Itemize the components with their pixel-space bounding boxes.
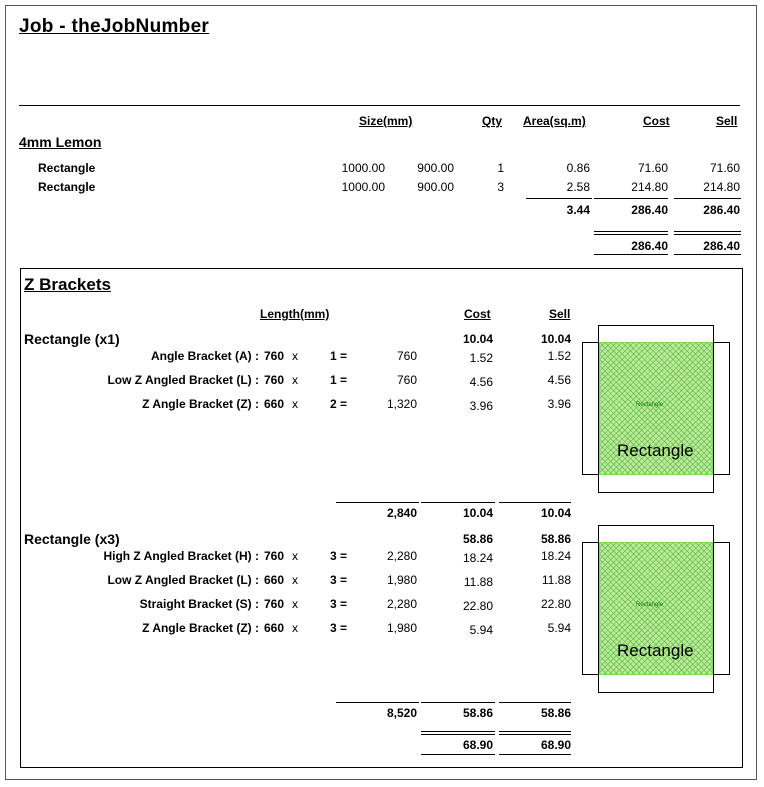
bracket-row-total: 760 [396, 373, 417, 387]
material-subtotal-sell: 286.40 [703, 203, 740, 217]
bracket-row-times: x [292, 349, 298, 363]
bracket-group-cost: 58.86 [462, 532, 493, 546]
bracket-total-rule [499, 734, 571, 735]
material-total-cost: 286.40 [631, 239, 668, 253]
bracket-row-times: x [292, 549, 298, 563]
bracket-row-count: 1 = [330, 349, 348, 363]
col-header-length: Length(mm) [260, 307, 330, 321]
bracket-row-count: 3 = [330, 549, 348, 563]
bracket-row-cost: 18.24 [462, 551, 493, 565]
material-row-cost: 71.60 [637, 161, 668, 175]
material-name: 4mm Lemon [19, 134, 102, 150]
bracket-group-name: Rectangle (x1) [24, 331, 120, 347]
subtotal-rule-cost [594, 198, 668, 199]
bracket-row-label: Straight Bracket (S) : [139, 597, 259, 611]
bracket-group-sell: 10.04 [540, 332, 571, 346]
bracket-row-cost: 1.52 [469, 351, 493, 365]
bracket-total-rule [421, 734, 495, 735]
material-row-area: 2.58 [566, 180, 590, 194]
bracket-subtotal-rule [336, 502, 419, 503]
bracket-subtotal-rule [421, 702, 495, 703]
bracket-row-total: 1,980 [386, 573, 417, 587]
bracket-row-length: 760 [264, 549, 285, 563]
material-row-height: 900.00 [417, 180, 454, 194]
z-brackets-title: Z Brackets [24, 275, 111, 294]
diagram-small-label: Rectangle [636, 602, 664, 608]
bracket-row-length: 660 [264, 397, 285, 411]
material-row-height: 900.00 [417, 161, 454, 175]
bracket-row-sell: 4.56 [547, 373, 571, 387]
bracket-subtotal-cost: 10.04 [462, 506, 493, 520]
bracket-row-times: x [292, 621, 298, 635]
total-underline-cost [594, 254, 668, 255]
col-header-qty: Qty [482, 114, 503, 128]
bracket-row-total: 2,280 [386, 549, 417, 563]
col-header-sell: Sell [716, 114, 738, 128]
bracket-subtotal-cost: 58.86 [462, 706, 493, 720]
job-title: Job - theJobNumber [19, 16, 210, 37]
material-row-width: 1000.00 [341, 180, 385, 194]
subtotal-rule-area [526, 198, 592, 199]
bracket-row-total: 1,320 [386, 397, 417, 411]
bracket-row-count: 1 = [330, 373, 348, 387]
diagram-small-label: Rectangle [636, 402, 664, 408]
report-page [5, 5, 757, 780]
bracket-row-sell: 22.80 [540, 597, 571, 611]
bracket-row-total: 2,280 [386, 597, 417, 611]
bracket-subtotal-sell: 58.86 [540, 706, 571, 720]
bracket-total-cost: 68.90 [462, 738, 493, 752]
bracket-row-length: 760 [264, 373, 285, 387]
bracket-subtotal-rule [499, 502, 571, 503]
material-subtotal-area: 3.44 [566, 203, 590, 217]
bracket-row-label: Z Angle Bracket (Z) : [142, 621, 259, 635]
bracket-row-cost: 22.80 [462, 599, 493, 613]
bracket-row-label: Z Angle Bracket (Z) : [142, 397, 259, 411]
bracket-group-cost: 10.04 [462, 332, 493, 346]
bracket-row-count: 2 = [330, 397, 348, 411]
bracket-row-sell: 11.88 [541, 573, 571, 587]
bracket-subtotal-sell: 10.04 [540, 506, 571, 520]
bracket-row-count: 3 = [330, 621, 348, 635]
bracket-row-count: 3 = [330, 573, 348, 587]
bracket-row-times: x [292, 573, 298, 587]
bracket-group-sell: 58.86 [540, 532, 571, 546]
col-header-bracket-cost: Cost [464, 307, 491, 321]
col-header-bracket-sell: Sell [549, 307, 571, 321]
bracket-row-length: 760 [264, 349, 285, 363]
bracket-row-sell: 1.52 [547, 349, 571, 363]
total-rule-cost [594, 234, 668, 235]
bracket-subtotal-rule [499, 702, 571, 703]
total-rule-cost [594, 231, 668, 232]
total-rule-sell [674, 231, 741, 232]
bracket-row-total: 760 [396, 349, 417, 363]
bracket-row-total: 1,980 [386, 621, 417, 635]
bracket-row-sell: 18.24 [540, 549, 571, 563]
bracket-row-length: 760 [264, 597, 285, 611]
bracket-subtotal-rule [421, 502, 495, 503]
material-row-sell: 71.60 [709, 161, 740, 175]
bracket-total-rule [421, 731, 495, 732]
material-row-qty: 3 [497, 180, 504, 194]
z-brackets-panel [20, 268, 743, 768]
header-rule [19, 105, 740, 106]
material-row-width: 1000.00 [341, 161, 385, 175]
bracket-subtotal-rule [336, 702, 419, 703]
diagram-big-label: Rectangle [617, 641, 694, 660]
bracket-row-length: 660 [264, 621, 285, 635]
col-header-area: Area(sq.m) [523, 114, 586, 128]
bracket-row-count: 3 = [330, 597, 348, 611]
diagram-big-label: Rectangle [617, 441, 694, 460]
bracket-subtotal-length: 2,840 [386, 506, 417, 520]
bracket-diagram [582, 525, 732, 695]
bracket-row-length: 660 [264, 573, 285, 587]
material-row-qty: 1 [497, 161, 504, 175]
bracket-row-times: x [292, 597, 298, 611]
material-row-sell: 214.80 [703, 180, 740, 194]
bracket-row-times: x [292, 397, 298, 411]
material-row-cost: 214.80 [631, 180, 668, 194]
bracket-row-sell: 5.94 [547, 621, 571, 635]
bracket-total-underline [421, 754, 495, 755]
bracket-group-name: Rectangle (x3) [24, 531, 120, 547]
material-row-item: Rectangle [38, 161, 96, 175]
material-subtotal-cost: 286.40 [631, 203, 668, 217]
bracket-total-underline [499, 754, 571, 755]
bracket-row-cost: 5.94 [469, 623, 493, 637]
bracket-total-sell: 68.90 [540, 738, 571, 752]
bracket-row-label: Low Z Angled Bracket (L) : [107, 573, 259, 587]
bracket-row-sell: 3.96 [547, 397, 571, 411]
col-header-size: Size(mm) [359, 114, 413, 128]
bracket-subtotal-length: 8,520 [386, 706, 417, 720]
bracket-total-rule [499, 731, 571, 732]
total-rule-sell [674, 234, 741, 235]
material-row-item: Rectangle [38, 180, 96, 194]
bracket-row-cost: 3.96 [469, 399, 493, 413]
bracket-row-label: Low Z Angled Bracket (L) : [107, 373, 259, 387]
bracket-diagram [582, 325, 732, 495]
bracket-row-cost: 4.56 [469, 375, 493, 389]
subtotal-rule-sell [674, 198, 741, 199]
material-total-sell: 286.40 [703, 239, 740, 253]
bracket-row-label: High Z Angled Bracket (H) : [103, 549, 259, 563]
bracket-row-cost: 11.88 [463, 575, 493, 589]
bracket-row-label: Angle Bracket (A) : [150, 349, 259, 363]
total-underline-sell [674, 254, 741, 255]
bracket-row-times: x [292, 373, 298, 387]
col-header-cost: Cost [643, 114, 670, 128]
material-row-area: 0.86 [566, 161, 590, 175]
